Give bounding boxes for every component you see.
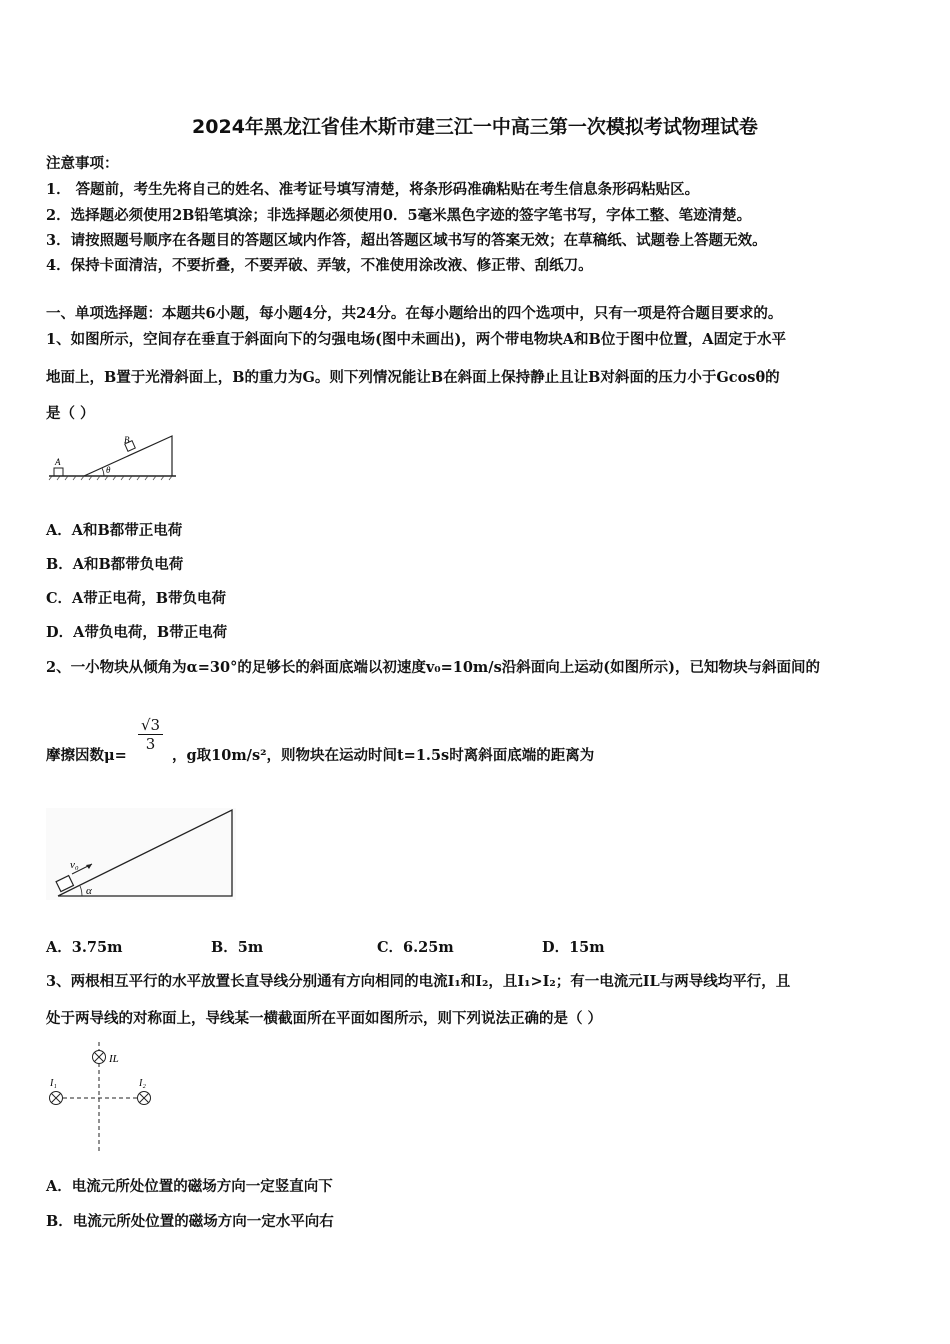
q2-stem-line-1: 2、一小物块从倾角为α=30°的足够长的斜面底端以初速度v₀=10m/s沿斜面向上运动(如图所示)，已知物块与斜面间的: [46, 659, 820, 676]
current-element-il: [93, 1051, 106, 1064]
q3-stem-line-1: 3、两根相互平行的水平放置长直导线分别通有方向相同的电流I₁和I₂，且I₁>I₂；有一电流元IL与两导线均平行，且: [46, 973, 791, 990]
notice-item-2: 2．选择题必须使用2B铅笔填涂；非选择题必须使用0．5毫米黑色字迹的签字笔书写，字体工整、笔迹清楚。: [46, 207, 752, 224]
q1-stem-line-3: 是（ ）: [46, 405, 95, 422]
q3-option-b[interactable]: B．电流元所处位置的磁场方向一定水平向右: [46, 1213, 334, 1230]
q1-stem-line-2: 地面上，B置于光滑斜面上，B的重力为G。则下列情况能让B在斜面上保持静止且让B对斜面的压力小于Gcosθ的: [46, 369, 780, 386]
q2-stem-line-2-suffix: ，g取10m/s²，则物块在运动时间t=1.5s时离斜面底端的距离为: [172, 747, 595, 764]
notice-item-3: 3．请按照题号顺序在各题目的答题区域内作答，超出答题区域书写的答案无效；在草稿纸、试题卷上答题无效。: [46, 232, 767, 249]
mu-numerator: √3: [138, 716, 163, 735]
mu-fraction: [138, 716, 163, 753]
q1-option-d[interactable]: D．A带负电荷，B带正电荷: [46, 624, 228, 641]
wire-i1: [50, 1092, 63, 1105]
notice-heading: 注意事项：: [46, 155, 119, 172]
label-il: IL: [109, 1053, 119, 1065]
notice-item-4: 4．保持卡面清洁，不要折叠，不要弄破、弄皱，不准使用涂改液、修正带、刮纸刀。: [46, 257, 593, 274]
q2-option-a[interactable]: A．3.75m: [46, 939, 123, 956]
q1-option-a[interactable]: A．A和B都带正电荷: [46, 522, 183, 539]
notice-item-1: 1． 答题前，考生先将自己的姓名、准考证号填写清楚，将条形码准确粘贴在考生信息条形码粘贴区。: [46, 181, 700, 198]
q1-stem-line-1: 1、如图所示，空间存在垂直于斜面向下的匀强电场(图中未画出)，两个带电物块A和B位于图中位置，A固定于水平: [46, 331, 787, 348]
section-heading: 一、单项选择题：本题共6小题，每小题4分，共24分。在每小题给出的四个选项中，只有一项是符合题目要求的。: [46, 305, 783, 322]
q2-option-c[interactable]: C．6.25m: [377, 939, 454, 956]
q3-wire-figure: [46, 1038, 166, 1156]
q3-option-a[interactable]: A．电流元所处位置的磁场方向一定竖直向下: [46, 1178, 333, 1195]
mu-denominator: 3: [145, 735, 156, 753]
q1-option-b[interactable]: B．A和B都带负电荷: [46, 556, 184, 573]
q3-stem-line-2: 处于两导线的对称面上，导线某一横截面所在平面如图所示，则下列说法正确的是（ ）: [46, 1010, 603, 1027]
q2-option-d[interactable]: D．15m: [542, 939, 605, 956]
wire-i2: [138, 1092, 151, 1105]
label-b: B: [124, 435, 130, 445]
label-v0: v₀: [70, 859, 79, 871]
label-i2: I₂: [139, 1078, 146, 1089]
label-a: A: [55, 457, 61, 467]
block-a: [54, 468, 63, 476]
label-alpha: α: [86, 885, 92, 897]
label-i1: I₁: [50, 1078, 57, 1089]
q2-incline-figure: [46, 808, 236, 900]
q1-incline-figure: [46, 430, 181, 480]
page-title: 2024年黑龙江省佳木斯市建三江一中高三第一次模拟考试物理试卷: [192, 116, 758, 138]
q2-stem-line-2-prefix: 摩擦因数μ=: [46, 747, 127, 764]
q2-option-b[interactable]: B．5m: [211, 939, 264, 956]
q1-option-c[interactable]: C．A带正电荷，B带负电荷: [46, 590, 227, 607]
label-theta: θ: [106, 465, 111, 475]
